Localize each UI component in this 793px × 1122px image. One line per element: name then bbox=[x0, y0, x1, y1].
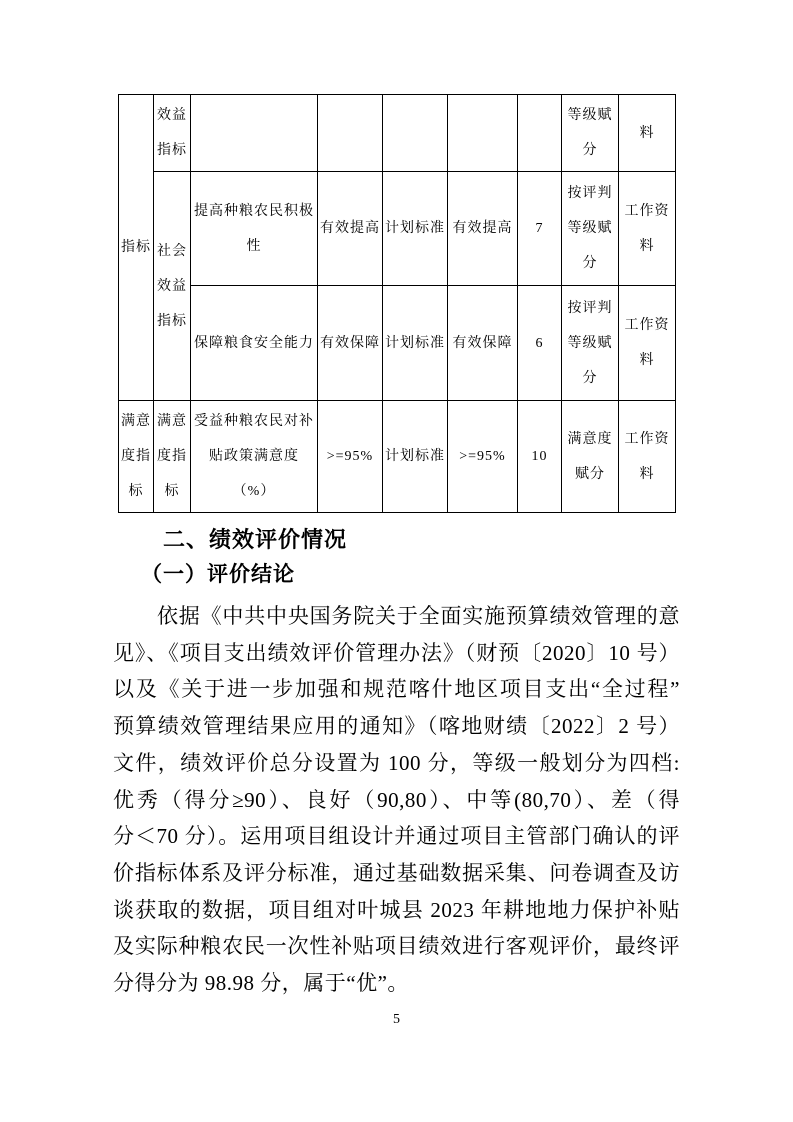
cell-scoring-method: 按评判等级赋分 bbox=[562, 172, 619, 286]
section-heading: 二、绩效评价情况 bbox=[163, 527, 348, 552]
body-line: 见》、《项目支出绩效评价管理办法》（财预〔2020〕10 号） bbox=[113, 640, 680, 665]
cell-standard-type: 计划标准 bbox=[383, 172, 448, 286]
cell-indicator-l2: 效益指标 bbox=[154, 95, 191, 172]
cell-score: 10 bbox=[518, 401, 562, 513]
cell-standard-type bbox=[383, 95, 448, 172]
page-number: 5 bbox=[393, 1012, 400, 1027]
cell-indicator-l2: 社会效益指标 bbox=[154, 172, 191, 401]
cell-scoring-method: 按评判等级赋分 bbox=[562, 286, 619, 401]
body-line: 谈获取的数据，项目组对叶城县 2023 年耕地地力保护补贴 bbox=[113, 897, 680, 922]
cell-score: 6 bbox=[518, 286, 562, 401]
cell-score bbox=[518, 95, 562, 172]
table-row bbox=[119, 401, 676, 513]
body-line: 依据《中共中央国务院关于全面实施预算绩效管理的意 bbox=[157, 604, 680, 628]
cell-standard-type: 计划标准 bbox=[383, 401, 448, 513]
table-row bbox=[119, 286, 676, 401]
cell-actual-value: 有效保障 bbox=[448, 286, 518, 401]
body-line: 预算绩效管理结果应用的通知》（喀地财绩〔2022〕2 号） bbox=[113, 714, 680, 739]
body-line: 优秀（得分≥90）、良好（90,80）、中等(80,70）、差（得 bbox=[113, 787, 680, 812]
cell-actual-value: 有效提高 bbox=[448, 172, 518, 286]
cell-indicator-l1: 满意度指标 bbox=[119, 401, 154, 513]
body-line: 以及《关于进一步加强和规范喀什地区项目支出“全过程” bbox=[113, 677, 680, 702]
body-line: 及实际种粮农民一次性补贴项目绩效进行客观评价，最终评 bbox=[113, 934, 680, 959]
cell-scoring-method: 等级赋分 bbox=[562, 95, 619, 172]
cell-indicator-l3 bbox=[191, 95, 318, 172]
cell-target-value: 有效提高 bbox=[318, 172, 383, 286]
body-line: 分＜70 分）。运用项目组设计并通过项目主管部门确认的评 bbox=[113, 824, 680, 849]
cell-actual-value bbox=[448, 95, 518, 172]
cell-indicator-l3: 保障粮食安全能力 bbox=[191, 286, 318, 401]
table-row bbox=[119, 95, 676, 172]
cell-data-source: 工作资料 bbox=[619, 401, 676, 513]
performance-indicator-table bbox=[118, 94, 676, 513]
cell-indicator-l3: 提高种粮农民积极性 bbox=[191, 172, 318, 286]
cell-target-value: 有效保障 bbox=[318, 286, 383, 401]
cell-actual-value: >=95% bbox=[448, 401, 518, 513]
cell-indicator-l1: 指标 bbox=[119, 95, 154, 401]
cell-data-source: 工作资料 bbox=[619, 172, 676, 286]
cell-target-value bbox=[318, 95, 383, 172]
cell-scoring-method: 满意度赋分 bbox=[562, 401, 619, 513]
subsection-heading: （一）评价结论 bbox=[141, 562, 295, 586]
cell-standard-type: 计划标准 bbox=[383, 286, 448, 401]
body-line: 分得分为 98.98 分，属于“优”。 bbox=[113, 971, 409, 996]
cell-indicator-l2: 满意度指标 bbox=[154, 401, 191, 513]
body-paragraph bbox=[113, 598, 680, 1002]
cell-indicator-l3: 受益种粮农民对补贴政策满意度（%） bbox=[191, 401, 318, 513]
cell-target-value: >=95% bbox=[318, 401, 383, 513]
body-line: 文件，绩效评价总分设置为 100 分，等级一般划分为四档: bbox=[113, 750, 680, 775]
cell-data-source: 料 bbox=[619, 95, 676, 172]
cell-data-source: 工作资料 bbox=[619, 286, 676, 401]
table-row bbox=[119, 172, 676, 286]
body-line: 价指标体系及评分标准，通过基础数据采集、问卷调查及访 bbox=[113, 860, 680, 885]
cell-score: 7 bbox=[518, 172, 562, 286]
page-content bbox=[113, 94, 680, 1002]
